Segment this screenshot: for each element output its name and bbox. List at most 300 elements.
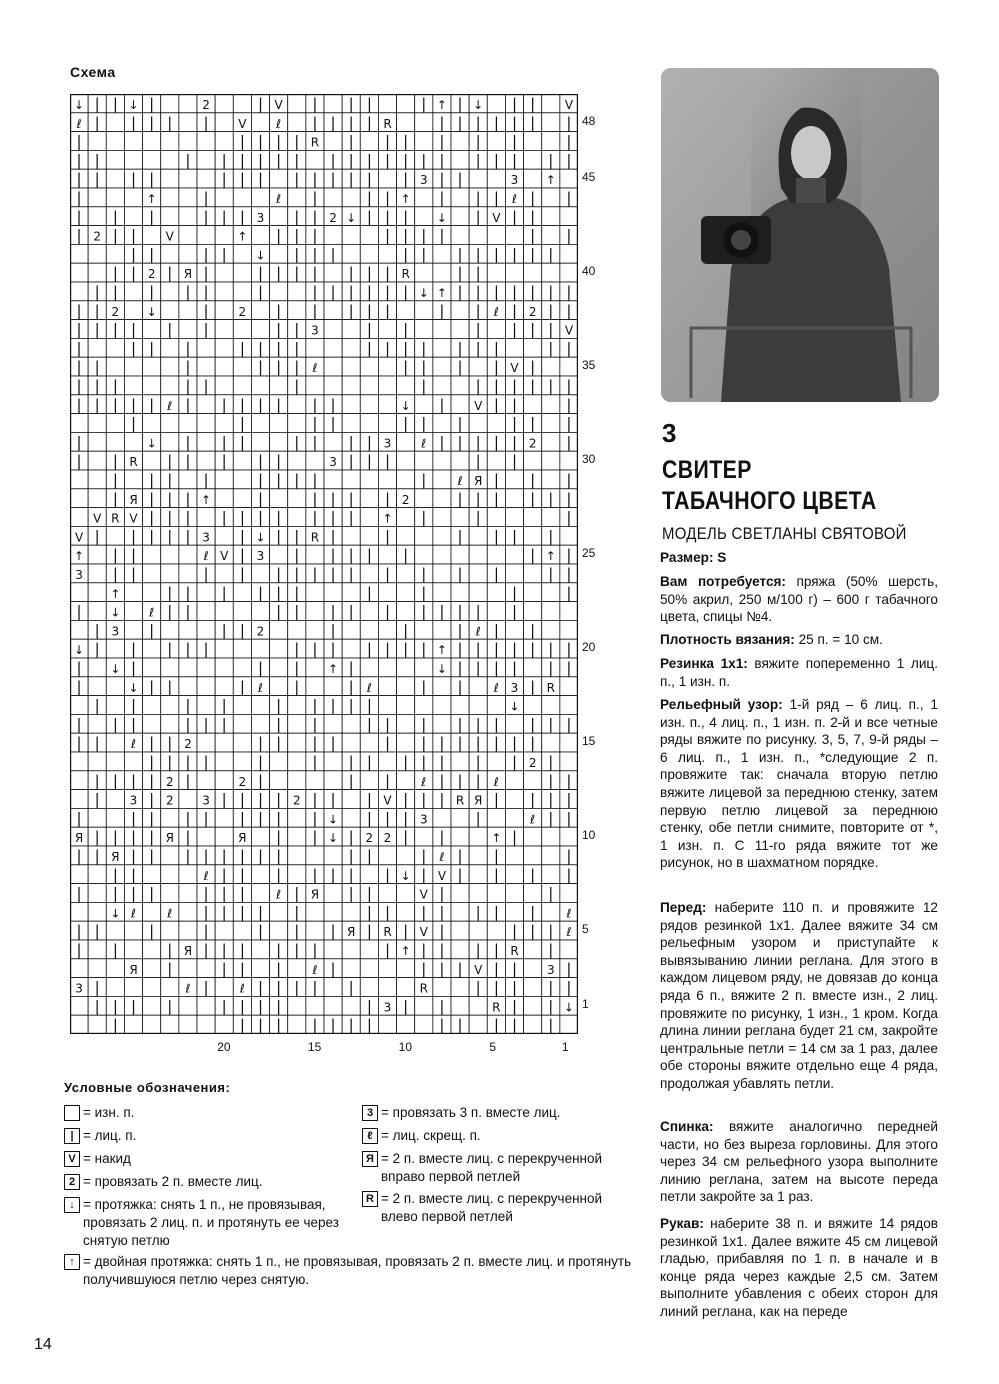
chart-cell — [324, 226, 342, 245]
chart-cell — [433, 978, 451, 997]
chart-cell — [161, 564, 179, 583]
chart-cell — [360, 489, 378, 508]
chart-symbol: | — [130, 320, 137, 339]
chart-cell — [378, 169, 396, 188]
chart-symbol: | — [366, 264, 372, 283]
chart-cell — [560, 263, 578, 282]
chart-symbol: | — [130, 865, 137, 884]
chart-symbol: ↓ — [128, 98, 139, 113]
chart-cell — [415, 395, 433, 414]
chart-cell — [179, 677, 197, 696]
chart-cell — [542, 94, 560, 113]
chart-symbol: ↑ — [237, 229, 248, 244]
chart-symbol: | — [439, 1016, 445, 1034]
chart-symbol: ↑ — [110, 586, 121, 601]
chart-symbol: | — [149, 884, 155, 903]
chart-cell — [270, 902, 288, 921]
chart-symbol: | — [511, 959, 518, 978]
chart-cell — [487, 414, 505, 433]
chart-cell — [524, 526, 542, 545]
chart-cell — [397, 959, 415, 978]
chart-cell — [397, 508, 415, 527]
chart-symbol: | — [185, 640, 191, 659]
chart-cell — [469, 169, 487, 188]
chart-cell — [360, 395, 378, 414]
chart-symbol: | — [366, 433, 372, 452]
chart-symbol: ↑ — [436, 286, 447, 301]
chart-cell — [342, 790, 360, 809]
chart-symbol: | — [112, 997, 118, 1016]
chart-cell — [270, 620, 288, 639]
chart-cell — [106, 921, 124, 940]
chart-cell — [505, 545, 523, 564]
chart-cell — [215, 338, 233, 357]
chart-symbol: ↑ — [382, 511, 393, 526]
size-line: Размер: S — [660, 550, 727, 565]
chart-symbol: | — [276, 508, 282, 527]
chart-cell — [288, 733, 306, 752]
chart-symbol: | — [276, 583, 282, 602]
chart-cell — [106, 752, 124, 771]
paragraph-gauge: Плотность вязания: 25 п. = 10 см. — [660, 632, 883, 647]
chart-symbol: | — [475, 320, 481, 339]
chart-symbol: | — [330, 602, 336, 621]
chart-symbol: 2 — [383, 831, 392, 846]
chart-symbol: | — [457, 264, 463, 283]
chart-symbol: R — [383, 116, 392, 131]
chart-symbol: | — [149, 828, 155, 847]
chart-symbol: | — [475, 978, 481, 997]
row-number: 25 — [582, 546, 596, 561]
chart-symbol: | — [548, 320, 554, 339]
chart-symbol: | — [76, 377, 82, 396]
chart-symbol: | — [94, 922, 100, 941]
chart-symbol: | — [203, 753, 209, 772]
chart-cell — [106, 338, 124, 357]
chart-symbol: | — [239, 903, 245, 922]
chart-symbol: | — [457, 339, 463, 358]
chart-symbol: | — [439, 922, 445, 941]
chart-cell — [197, 959, 215, 978]
chart-cell — [451, 395, 469, 414]
chart-symbol: Я — [347, 925, 356, 940]
chart-cell — [70, 414, 88, 433]
chart-symbol: | — [203, 301, 209, 320]
chart-cell — [215, 94, 233, 113]
chart-cell — [306, 451, 324, 470]
chart-symbol: | — [548, 1016, 554, 1034]
chart-symbol: | — [384, 903, 391, 922]
chart-symbol: | — [530, 95, 536, 114]
chart-symbol: | — [457, 677, 463, 696]
chart-symbol: | — [330, 527, 336, 546]
chart-symbol: | — [239, 151, 245, 170]
chart-cell — [469, 414, 487, 433]
chart-cell — [324, 132, 342, 151]
chart-symbol: | — [457, 659, 463, 678]
chart-cell — [161, 338, 179, 357]
chart-symbol: | — [366, 847, 372, 866]
chart-symbol: | — [76, 602, 82, 621]
chart-symbol: | — [439, 151, 445, 170]
chart-symbol: | — [276, 132, 282, 151]
chart-cell — [70, 620, 88, 639]
chart-symbol: | — [76, 734, 82, 753]
chart-cell — [324, 771, 342, 790]
chart-cell — [415, 207, 433, 226]
chart-symbol: | — [76, 677, 82, 696]
chart-symbol: | — [185, 339, 191, 358]
chart-symbol: | — [112, 226, 118, 245]
chart-symbol: | — [257, 659, 264, 678]
chart-symbol: | — [312, 471, 318, 490]
chart-symbol: | — [94, 640, 100, 659]
chart-symbol: | — [330, 151, 336, 170]
chart-symbol: | — [239, 865, 245, 884]
chart-symbol: | — [475, 489, 481, 508]
chart-cell — [360, 357, 378, 376]
chart-cell — [378, 620, 396, 639]
chart-symbol: | — [530, 903, 536, 922]
chart-cell — [88, 207, 106, 226]
chart-symbol: ↑ — [201, 492, 212, 507]
chart-symbol: | — [112, 320, 118, 339]
chart-cell — [233, 658, 251, 677]
chart-cell — [106, 677, 124, 696]
chart-symbol: | — [239, 1016, 245, 1034]
chart-symbol: | — [257, 809, 264, 828]
chart-symbol: 3 — [129, 793, 138, 808]
chart-symbol: | — [239, 565, 245, 584]
chart-symbol: | — [511, 828, 518, 847]
chart-symbol: | — [403, 997, 409, 1016]
chart-symbol: | — [149, 471, 155, 490]
chart-symbol: | — [149, 339, 155, 358]
chart-symbol: | — [130, 226, 137, 245]
column-number: 10 — [398, 1040, 412, 1054]
chart-symbol: | — [566, 414, 572, 433]
chart-symbol: V — [564, 98, 574, 113]
chart-symbol: V — [129, 511, 138, 526]
chart-symbol: | — [530, 358, 536, 377]
paragraph-materials: Вам потребуется: пряжа (50% шерсть, 50% акрил, 250 м/100 г) – 600 г табачного цвета, спицы №4. — [660, 574, 938, 625]
chart-cell — [542, 263, 560, 282]
chart-symbol: | — [239, 433, 245, 452]
chart-symbol: | — [130, 828, 137, 847]
chart-cell — [378, 658, 396, 677]
chart-symbol: | — [493, 527, 499, 546]
chart-symbol: | — [239, 677, 245, 696]
paragraph-sleeve: Рукав: наберите 38 п. и вяжите 14 рядов резинкой 1х1. Далее вяжите 45 см лицевой гладью, прибавляя по 1 п. в начале и в конце ряда через каждые 2,5 см. Затем выполните убавления с обеих сторон для линий реглана, как на переде — [660, 1216, 938, 1319]
chart-symbol: ↓ — [346, 210, 357, 225]
chart-cell — [451, 545, 469, 564]
chart-cell — [360, 564, 378, 583]
chart-cell — [106, 169, 124, 188]
chart-cell — [469, 583, 487, 602]
chart-symbol: | — [294, 583, 300, 602]
chart-symbol: | — [94, 95, 100, 114]
chart-cell — [378, 1015, 396, 1034]
chart-cell — [487, 884, 505, 903]
chart-symbol: | — [149, 170, 155, 189]
chart-cell — [197, 1015, 215, 1034]
chart-symbol: | — [257, 471, 264, 490]
chart-cell — [433, 470, 451, 489]
chart-symbol: | — [294, 207, 300, 226]
chart-cell — [288, 489, 306, 508]
chart-cell — [433, 244, 451, 263]
chart-symbol: | — [348, 677, 354, 696]
chart-symbol: ↓ — [110, 906, 121, 921]
chart-cell — [197, 733, 215, 752]
chart-symbol: | — [384, 301, 391, 320]
chart-cell — [161, 620, 179, 639]
chart-symbol: | — [130, 546, 137, 565]
chart-cell — [88, 677, 106, 696]
chart-cell — [542, 583, 560, 602]
chart-cell — [88, 545, 106, 564]
chart-symbol: | — [112, 941, 118, 960]
chart-symbol: | — [221, 207, 227, 226]
chart-symbol: | — [457, 95, 463, 114]
chart-cell — [143, 414, 161, 433]
chart-symbol: | — [149, 207, 155, 226]
chart-symbol: ℓ — [276, 192, 282, 207]
chart-symbol: | — [221, 959, 227, 978]
chart-cell — [215, 1015, 233, 1034]
chart-symbol: | — [312, 113, 318, 132]
chart-symbol: | — [76, 301, 82, 320]
chart-symbol: ↓ — [74, 643, 85, 658]
chart-cell — [524, 150, 542, 169]
chart-symbol: | — [511, 95, 518, 114]
chart-symbol: | — [239, 170, 245, 189]
chart-cell — [124, 583, 142, 602]
chart-symbol: | — [221, 847, 227, 866]
chart-cell — [560, 357, 578, 376]
chart-cell — [397, 696, 415, 715]
chart-symbol: | — [530, 414, 536, 433]
chart-symbol: | — [239, 809, 245, 828]
chart-symbol: | — [530, 471, 536, 490]
chart-symbol: ↑ — [74, 549, 85, 564]
chart-cell — [524, 771, 542, 790]
chart-symbol: | — [239, 527, 245, 546]
chart-symbol: | — [76, 339, 82, 358]
chart-cell — [378, 696, 396, 715]
chart-cell — [197, 620, 215, 639]
chart-symbol: | — [530, 377, 536, 396]
chart-symbol: | — [112, 489, 118, 508]
chart-symbol: | — [257, 452, 264, 471]
chart-cell — [397, 846, 415, 865]
chart-cell — [342, 395, 360, 414]
chart-cell — [524, 338, 542, 357]
chart-cell — [179, 113, 197, 132]
chart-symbol: | — [203, 377, 209, 396]
chart-symbol: | — [421, 565, 427, 584]
chart-symbol: ↑ — [400, 944, 411, 959]
chart-symbol: | — [366, 452, 372, 471]
chart-symbol: R — [546, 680, 555, 695]
chart-symbol: | — [493, 847, 499, 866]
chart-symbol: | — [330, 565, 336, 584]
chart-symbol: | — [312, 715, 318, 734]
chart-symbol: ↓ — [128, 680, 139, 695]
chart-symbol: | — [366, 790, 372, 809]
chart-cell — [88, 451, 106, 470]
chart-symbol: ℓ — [312, 962, 318, 977]
chart-symbol: | — [548, 715, 554, 734]
chart-symbol: | — [130, 565, 137, 584]
chart-symbol: | — [221, 245, 227, 264]
chart-symbol: | — [276, 809, 282, 828]
chart-symbol: | — [403, 922, 409, 941]
chart-symbol: | — [76, 715, 82, 734]
chart-cell — [215, 658, 233, 677]
chart-symbol: | — [403, 640, 409, 659]
chart-symbol: | — [257, 978, 264, 997]
chart-symbol: ↑ — [146, 192, 157, 207]
page-number: 14 — [34, 1336, 52, 1353]
chart-cell — [215, 357, 233, 376]
chart-symbol: | — [221, 790, 227, 809]
chart-symbol: | — [149, 508, 155, 527]
chart-symbol: | — [403, 132, 409, 151]
chart-symbol: | — [421, 847, 427, 866]
chart-symbol: | — [566, 489, 572, 508]
chart-cell — [106, 526, 124, 545]
chart-symbol: | — [312, 828, 318, 847]
chart-symbol: | — [403, 226, 409, 245]
chart-symbol: | — [76, 189, 82, 208]
chart-cell — [433, 357, 451, 376]
chart-cell — [179, 94, 197, 113]
chart-symbol: | — [457, 527, 463, 546]
chart-cell — [233, 470, 251, 489]
chart-cell — [270, 658, 288, 677]
chart-symbol: | — [221, 452, 227, 471]
chart-symbol: | — [511, 734, 518, 753]
chart-symbol: | — [366, 283, 372, 302]
chart-symbol: | — [421, 414, 427, 433]
chart-cell — [433, 489, 451, 508]
chart-cell — [270, 921, 288, 940]
chart-cell — [397, 1015, 415, 1034]
chart-cell — [487, 263, 505, 282]
chart-symbol: | — [348, 170, 354, 189]
chart-cell — [233, 282, 251, 301]
chart-symbol: | — [203, 847, 209, 866]
chart-symbol: | — [76, 170, 82, 189]
chart-cell — [124, 620, 142, 639]
chart-symbol: | — [366, 151, 372, 170]
chart-cell — [524, 132, 542, 151]
chart-symbol: | — [185, 358, 191, 377]
chart-symbol: | — [221, 151, 227, 170]
chart-cell — [469, 1015, 487, 1034]
chart-symbol: | — [475, 734, 481, 753]
schema-title: Схема — [70, 64, 116, 80]
chart-cell — [215, 752, 233, 771]
chart-cell — [397, 583, 415, 602]
chart-cell — [415, 320, 433, 339]
chart-symbol: ↓ — [110, 605, 121, 620]
chart-symbol: | — [403, 546, 409, 565]
chart-cell — [451, 451, 469, 470]
chart-symbol: | — [439, 884, 445, 903]
chart-symbol: | — [439, 903, 445, 922]
chart-symbol: 3 — [510, 680, 519, 695]
legend-item-yarn-over: V = накид — [64, 1150, 344, 1168]
chart-symbol: | — [493, 903, 499, 922]
chart-symbol: | — [276, 790, 282, 809]
chart-symbol: | — [348, 753, 354, 772]
chart-symbol: | — [439, 189, 445, 208]
chart-symbol: | — [94, 395, 100, 414]
chart-symbol: Я — [183, 944, 193, 959]
chart-symbol: | — [548, 489, 554, 508]
chart-symbol: | — [475, 771, 481, 790]
chart-symbol: | — [348, 659, 354, 678]
chart-cell — [197, 338, 215, 357]
chart-symbol: | — [112, 715, 118, 734]
chart-symbol: | — [94, 978, 100, 997]
chart-symbol: | — [384, 226, 391, 245]
chart-cell — [233, 376, 251, 395]
chart-symbol: | — [294, 978, 300, 997]
chart-cell — [215, 132, 233, 151]
chart-symbol: | — [221, 621, 227, 640]
chart-cell — [215, 677, 233, 696]
chart-symbol: | — [167, 640, 173, 659]
chart-cell — [560, 602, 578, 621]
chart-symbol: V — [564, 323, 574, 338]
chart-cell — [143, 451, 161, 470]
chart-symbol: | — [457, 715, 463, 734]
chart-cell — [433, 508, 451, 527]
legend-item-twisted-knit: ℓ = лиц. скрещ. п. — [362, 1127, 642, 1145]
chart-cell — [542, 132, 560, 151]
chart-symbol: 2 — [528, 436, 537, 451]
chart-symbol: | — [366, 884, 372, 903]
chart-cell — [161, 94, 179, 113]
chart-symbol: | — [366, 640, 372, 659]
chart-cell — [306, 545, 324, 564]
chart-cell — [197, 132, 215, 151]
chart-symbol: ↓ — [146, 304, 157, 319]
chart-symbol: | — [221, 395, 227, 414]
chart-symbol: | — [548, 997, 554, 1016]
chart-symbol: | — [511, 113, 518, 132]
chart-symbol: | — [167, 489, 173, 508]
legend-item-k2tog: 2 = провязать 2 п. вместе лиц. — [64, 1173, 354, 1191]
chart-symbol: | — [221, 433, 227, 452]
chart-cell — [397, 902, 415, 921]
chart-cell — [397, 526, 415, 545]
chart-symbol: | — [76, 132, 82, 151]
chart-symbol: | — [94, 377, 100, 396]
chart-symbol: | — [112, 546, 118, 565]
legend-item-knit: | = лиц. п. — [64, 1127, 344, 1145]
chart-symbol: | — [312, 207, 318, 226]
chart-symbol: | — [457, 565, 463, 584]
chart-symbol: 3 — [419, 812, 428, 827]
chart-cell — [179, 790, 197, 809]
chart-symbol: | — [421, 471, 427, 490]
chart-symbol: | — [112, 452, 118, 471]
chart-symbol: | — [312, 790, 318, 809]
